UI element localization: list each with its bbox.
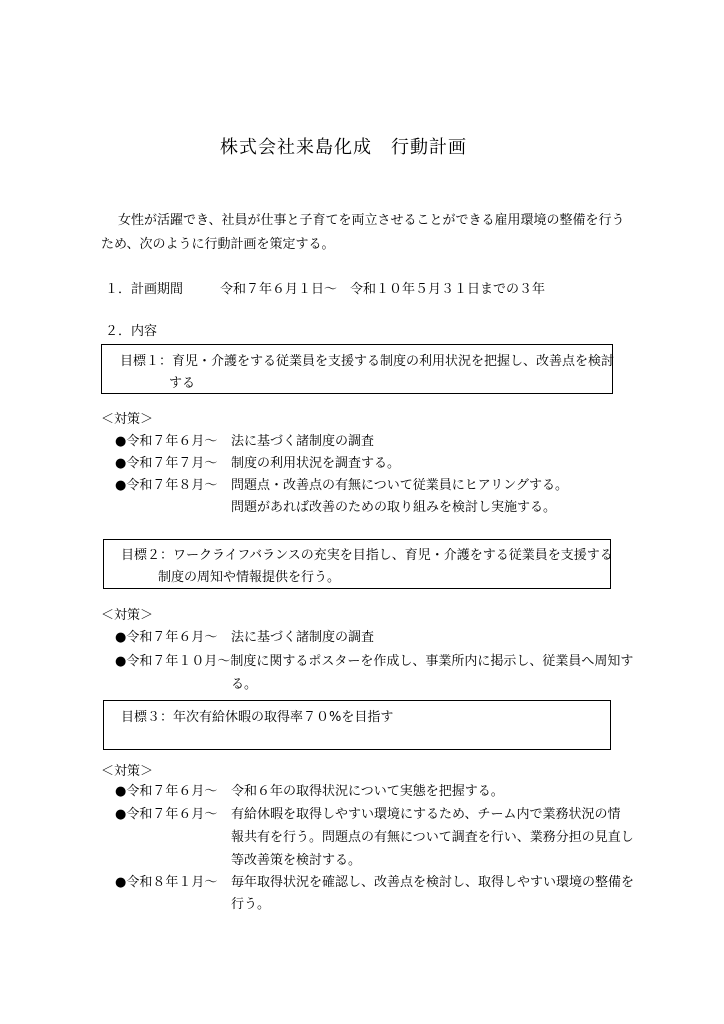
goal-2-line-1: 目標２：ワークライフバランスの充実を目指し、育児・介護をする従業員を支援する — [121, 548, 613, 563]
measure-text: 法に基づく諸制度の調査 — [231, 630, 375, 645]
intro-line-2: ため、次のように行動計画を策定する。 — [101, 237, 335, 252]
goal-2-measure-2 — [115, 650, 633, 669]
goal-1-measure-3-cont: 問題があれば改善のための取り組みを検討し実施する。 — [231, 500, 557, 515]
measure-text: 毎年取得状況を確認し、改善点を検討し、取得しやすい環境の整備を — [231, 875, 635, 890]
goal-1-measure-3 — [115, 474, 568, 493]
goal-2-measure-2-cont: る。 — [231, 677, 258, 692]
measure-date: ●令和７年６月～ — [115, 630, 218, 645]
measure-text: 制度の利用状況を調査する。 — [231, 456, 401, 471]
goal-2-line-2: 制度の周知や情報提供を行う。 — [158, 570, 341, 585]
goal-3-measure-3 — [115, 871, 634, 890]
measure-text: 法に基づく諸制度の調査 — [231, 434, 375, 449]
measure-date: ●令和７年６月～ — [115, 784, 218, 799]
measure-text: 令和６年の取得状況について実態を把握する。 — [231, 784, 504, 799]
goal-1-line-2: する — [169, 376, 196, 391]
goal-3-measure-2-cont: 報共有を行う。問題点の有無について調査を行い、業務分担の見直し — [231, 830, 634, 845]
goal-2-measure-1 — [115, 626, 374, 645]
goal-2-measures-label: ＜対策＞ — [101, 608, 154, 623]
goal-3-measure-2 — [115, 803, 620, 822]
measure-date: ●令和７年１０月～ — [115, 654, 231, 669]
goal-3-measure-3-cont: 行う。 — [231, 897, 271, 912]
goal-3-measures-label: ＜対策＞ — [101, 764, 154, 779]
content-label: ２．内容 — [105, 324, 158, 339]
goal-1-line-1: 目標１：育児・介護をする従業員を支援する制度の利用状況を把握し、改善点を検討 — [120, 354, 615, 369]
document-title: 株式会社来島化成 行動計画 — [220, 137, 467, 158]
measure-text: 有給休暇を取得しやすい環境にするため、チーム内で業務状況の情 — [231, 807, 621, 822]
measure-date: ●令和７年６月～ — [115, 434, 218, 449]
intro-line-1: 女性が活躍でき、社員が仕事と子育てを両立させることができる雇用環境の整備を行う — [118, 213, 625, 228]
goal-3-measure-1 — [115, 780, 504, 799]
period-value: 令和７年６月１日～ 令和１０年５月３１日までの３年 — [220, 282, 546, 297]
measure-date: ●令和７年６月～ — [115, 807, 218, 822]
goal-1-measures-label: ＜対策＞ — [101, 412, 154, 427]
measure-date: ●令和７年７月～ — [115, 456, 218, 471]
goal-3-line-1: 目標３：年次有給休暇の取得率７０%を目指す — [121, 710, 394, 725]
goal-1-measure-2 — [115, 452, 400, 471]
measure-date: ●令和８年１月～ — [115, 875, 218, 890]
goal-3-measure-2-cont-2: 等改善策を検討する。 — [231, 853, 362, 868]
measure-text: 制度に関するポスターを作成し、事業所内に掲示し、従業員へ周知す — [230, 654, 634, 669]
goal-1-measure-1 — [115, 430, 374, 449]
measure-date: ●令和７年８月～ — [115, 478, 218, 493]
period-label: １．計画期間 — [105, 282, 184, 297]
measure-text: 問題点・改善点の有無について従業員にヒアリングする。 — [231, 478, 568, 493]
